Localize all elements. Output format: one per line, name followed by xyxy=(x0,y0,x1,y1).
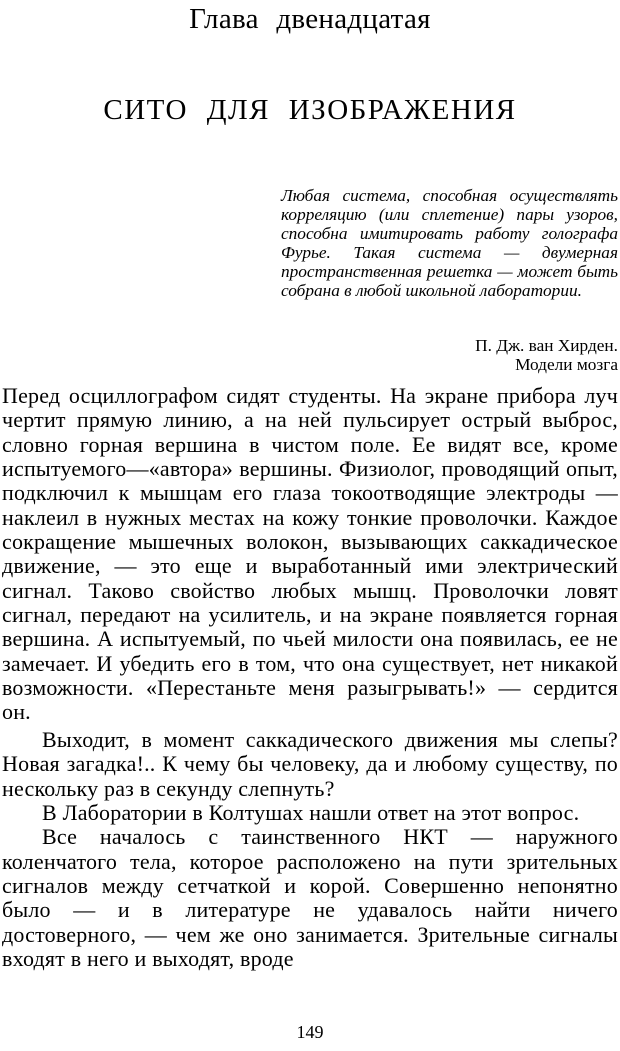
main-text xyxy=(2,384,618,971)
epigraph-author: П. Дж. ван Хирден. xyxy=(475,336,618,355)
page-number: 149 xyxy=(296,1022,324,1042)
epigraph-text: Любая система, способная осуществлять корреляцию (или сплетение) пары узоров, способна имитировать работу голографа Фурье. Такая система — двумерная пространственная решетка — может быть собрана в любой школьной лаборатории. xyxy=(281,186,618,300)
chapter-heading: Глава двенадцатая xyxy=(189,3,431,35)
paragraph: Все началось с таинственного НКТ — наружного коленчатого тела, которое расположено на пути зрительных сигналов между сетчаткой и корой. Совершенно непонятно было — и в литературе не удавалось найти ничего достоверного, — чем же оно занимается. Зрительные сигналы входят в него и выходят, вроде xyxy=(2,824,618,971)
chapter-title: СИТО ДЛЯ ИЗОБРАЖЕНИЯ xyxy=(103,94,517,126)
paragraph: Перед осциллографом сидят студенты. На экране прибора луч чертит прямую линию, а на ней пульсирует острый выброс, словно горная вершина в чистом поле. Ее видят все, кроме испытуемого—«автора» вершины. Физиолог, проводящий опыт, подключил к мышцам его глаза токоотводящие электроды — наклеил в нужных местах на кожу тонкие проволочки. Каждое сокращение мышечных волокон, вызывающих саккадическое движение, — это еще и выработанный ими электрический сигнал. Таково свойство любых мышц. Проволочки ловят сигнал, передают на усилитель, и на экране появляется горная вершина. А испытуемый, по чьей милости она появилась, ее не замечает. И убедить его в том, что она существует, нет никакой возможности. «Перестаньте меня разыгрывать!» — сердится он. xyxy=(2,383,618,725)
epigraph-source: Модели мозга xyxy=(515,355,618,374)
paragraph: Выходит, в момент саккадического движения мы слепы? Новая загадка!.. К чему бы человеку, да и любому существу, по нескольку раз в секунду слепнуть? xyxy=(2,726,618,801)
paragraph: В Лаборатории в Колтушах нашли ответ на этот вопрос. xyxy=(42,799,580,825)
